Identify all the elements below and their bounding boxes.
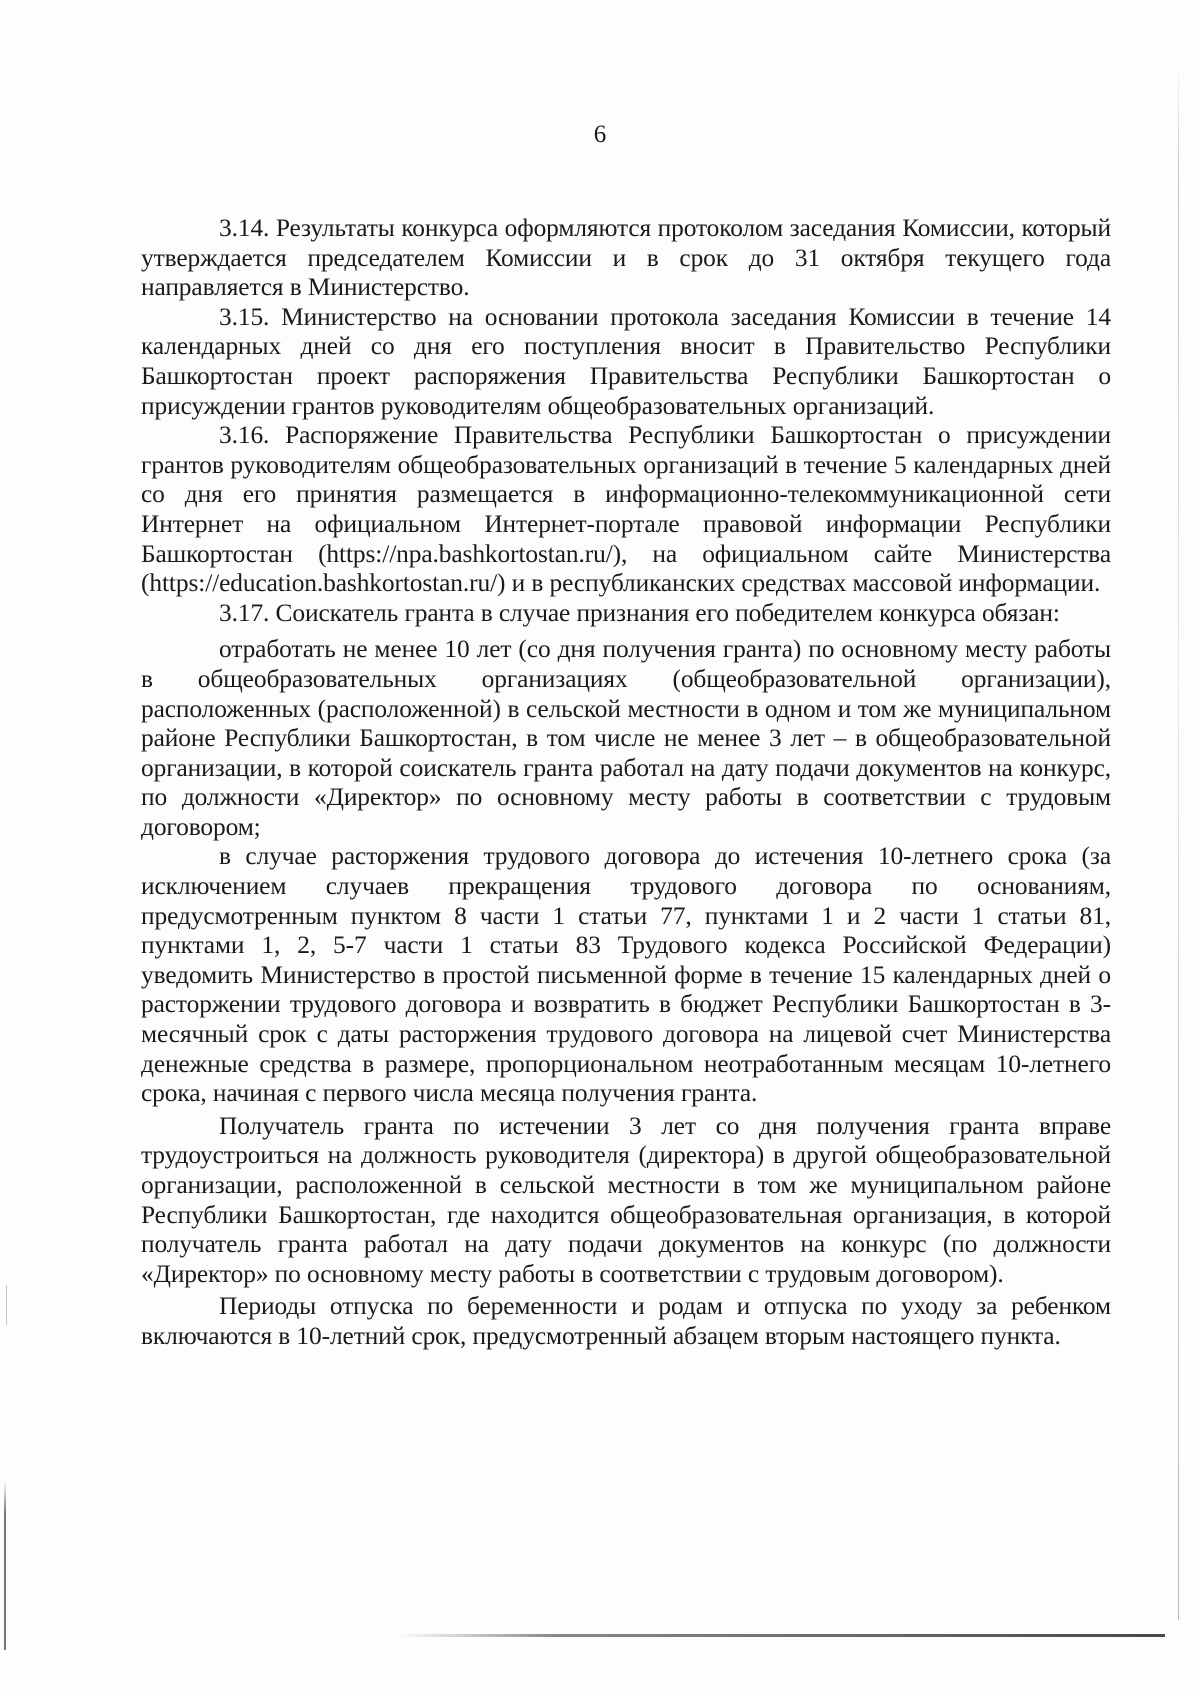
paragraph-3-16: 3.16. Распоряжение Правительства Республики Башкортостан о присуждении грантов руководителям общеобразовательных организаций в течение 5 календарных дней со дня его принятия размещается в информационно-телекоммуникационной сети Интернет на официальном Интернет-портале правовой информации Республики Башкортостан (https://npa.bashkortostan.ru/), на официальном сайте Министерства (https://education.bashkortostan.ru/) и в республиканских средствах массовой информации. [141,421,1111,598]
paragraph-3-14: 3.14. Результаты конкурса оформляются протоколом заседания Комиссии, который утверждается председателем Комиссии и в срок до 31 октября текущего года направляется в Министерство. [141,214,1111,302]
paragraph-obligation-termination: в случае расторжения трудового договора до истечения 10-летнего срока (за исключением случаев прекращения трудового договора по основаниям, предусмотренным пунктом 8 части 1 статьи 77, пунктами 1 и 2 части 1 статьи 81, пунктами 1, 2, 5-7 части 1 статьи 83 Трудового кодекса Российской Федерации) уведомить Министерство в простой письменной форме в течение 15 календарных дней о расторжении трудового договора и возвратить в бюджет Республики Башкортостан в 3-месячный срок с даты расторжения трудового договора на лицевой счет Министерства денежные средства в размере, пропорциональном неотработанным месяцам 10-летнего срока, начиная с первого числа месяца получения гранта. [141,842,1111,1108]
paragraph-obligation-work-term: отработать не менее 10 лет (со дня получения гранта) по основному месту работы в общеобразовательных организациях (общеобразовательной организации), расположенных (расположенной) в сельской местности в одном и том же муниципальном районе Республики Башкортостан, в том числе не менее 3 лет – в общеобразовательной организации, в которой соискатель гранта работал на дату подачи документов на конкурс, по должности «Директор» по основному месту работы в соответствии с трудовым договором; [141,635,1111,841]
document-body [141,214,1111,1352]
scan-mark-left [6,1285,7,1325]
paragraph-3-17: 3.17. Соискатель гранта в случае признания его победителем конкурса обязан: [219,598,1060,627]
scan-edge-left [4,1480,6,1650]
page-number: 6 [593,121,607,148]
scan-edge-right [1178,60,1179,1620]
paragraph-3-15: 3.15. Министерство на основании протокола заседания Комиссии в течение 14 календарных дней со дня его поступления вносит в Правительство Республики Башкортостан проект распоряжения Правительства Республики Башкортостан о присуждении грантов руководителям общеобразовательных организаций. [141,302,1111,420]
paragraph-recipient-transfer: Получатель гранта по истечении 3 лет со дня получения гранта вправе трудоустроиться на должность руководителя (директора) в другой общеобразовательной организации, расположенной в сельской местности в том же муниципальном районе Республики Башкортостан, где находится общеобразовательная организация, в которой получатель гранта работал на дату подачи документов на конкурс (по должности «Директор» по основному месту работы в соответствии с трудовым договором). [141,1111,1111,1288]
scan-edge-bottom [400,1634,1165,1637]
paragraph-leave-periods: Периоды отпуска по беременности и родам и отпуска по уходу за ребенком включаются в 10-летний срок, предусмотренный абзацем вторым настоящего пункта. [141,1292,1111,1350]
